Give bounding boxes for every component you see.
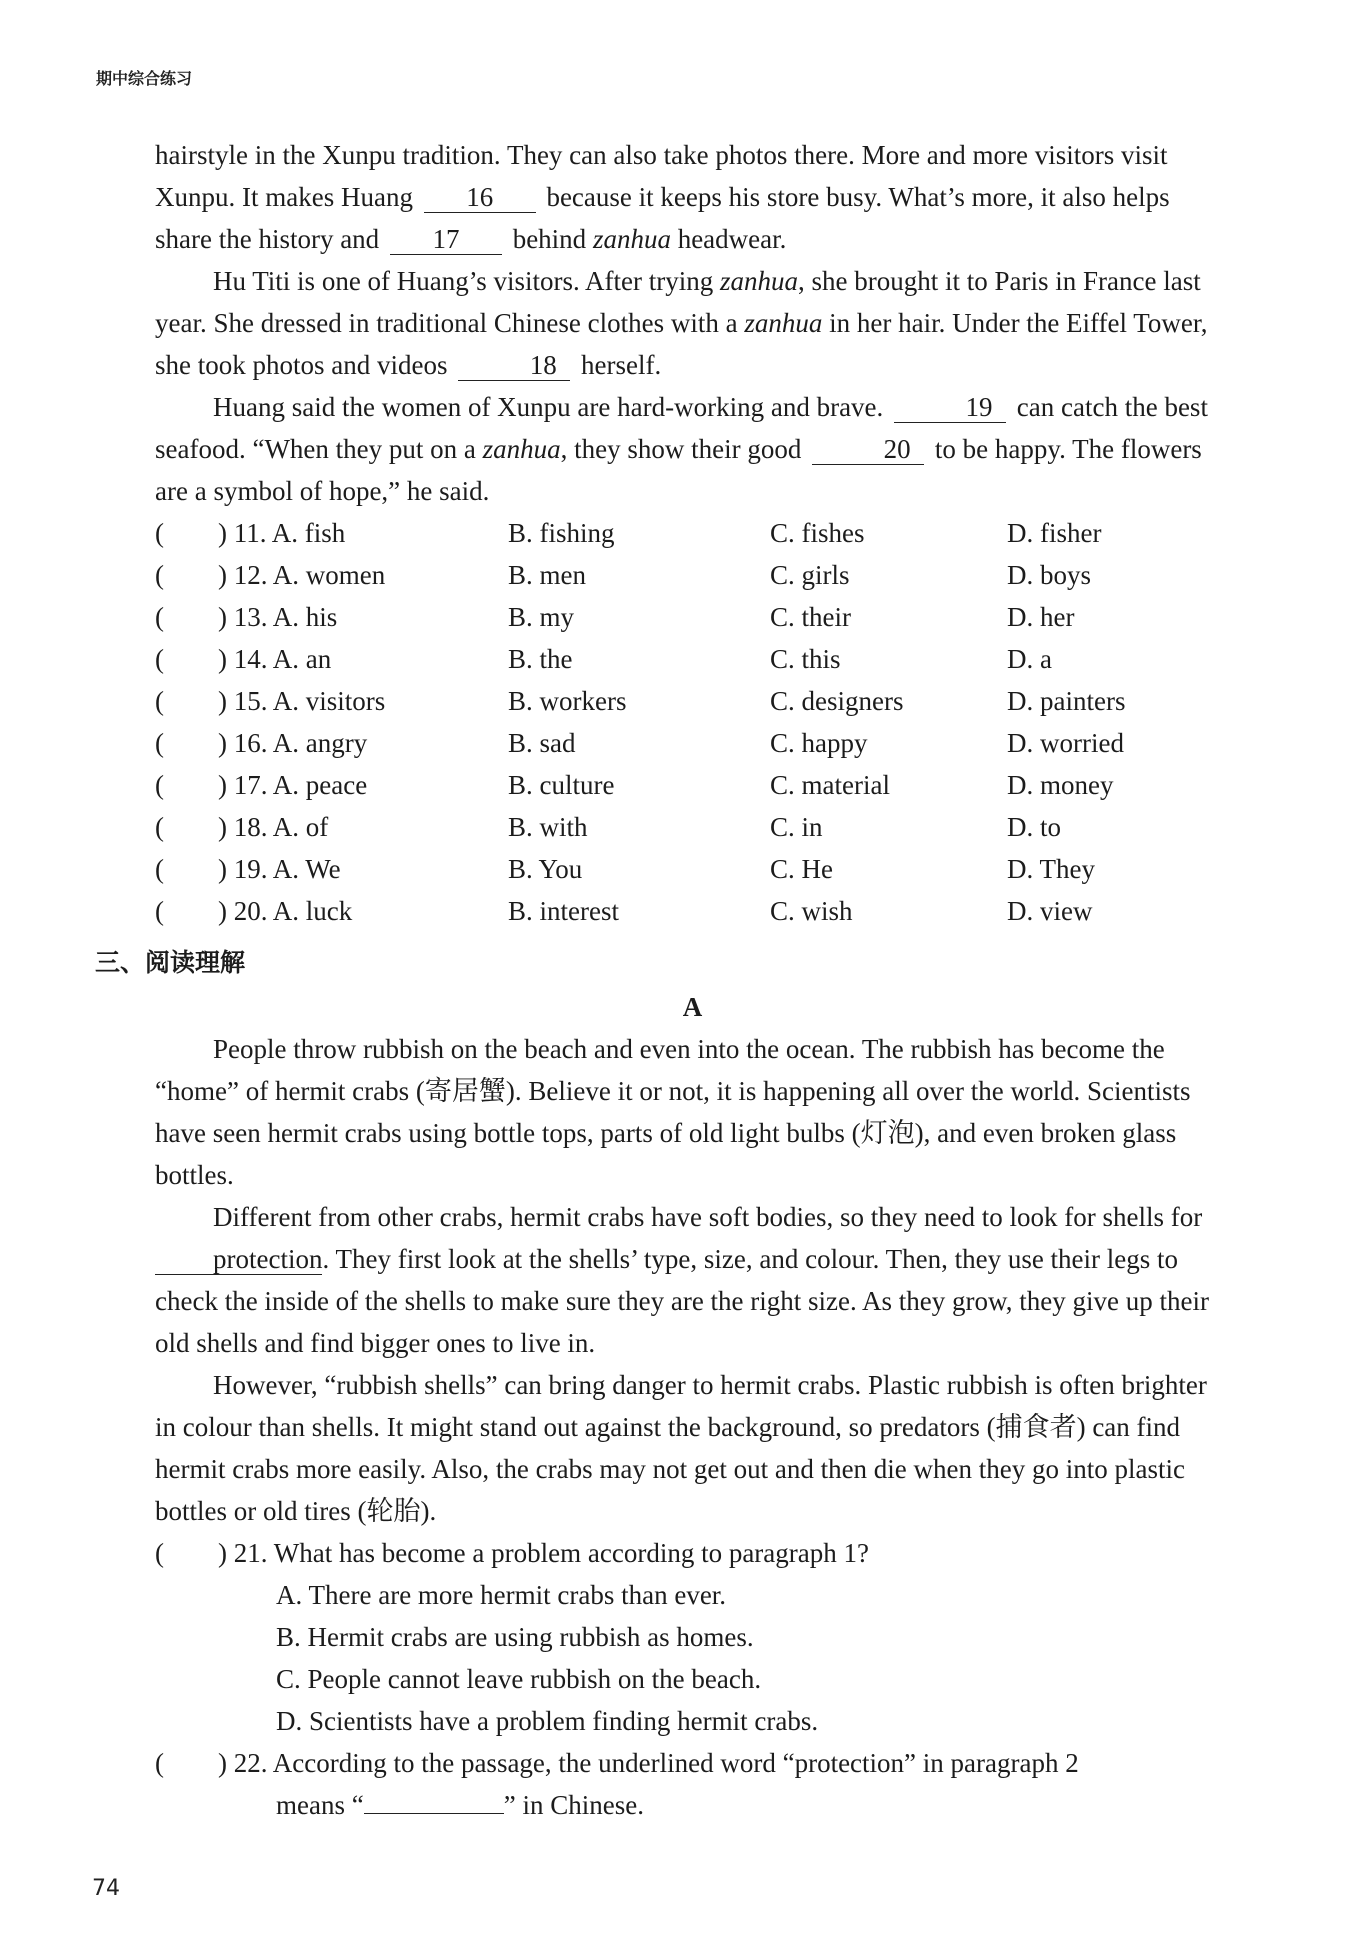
answer-paren[interactable]: ( [155, 728, 164, 758]
passage-label: A [682, 992, 703, 1022]
answer-paren[interactable]: ( [155, 896, 164, 926]
option-d: D. boys [1007, 560, 1092, 590]
option-row-18 [155, 806, 1230, 848]
option-d: D. to [1007, 812, 1061, 842]
option-a: ) 13. A. his [218, 602, 338, 632]
question-text: ) 22. According to the passage, the underlined word “protection” in paragraph 2 [218, 1748, 1079, 1778]
option-b: B. my [508, 602, 575, 632]
answer-paren[interactable]: ( [155, 1538, 164, 1568]
option-row-16 [155, 722, 1230, 764]
reading-paragraph-3: However, “rubbish shells” can bring danger to hermit crabs. Plastic rubbish is often brighter in colour than shells. It might stand out against the background, so predators (捕食者) can find hermit crabs more easily. Also, the crabs may not get out and then die when they go into plastic bottles or old tires (轮胎). [155, 1370, 1207, 1526]
option-c: C. designers [770, 686, 904, 716]
question-21 [155, 1532, 1230, 1742]
option-c: C. their [770, 602, 851, 632]
option-c: C. wish [770, 896, 853, 926]
option-a: ) 14. A. an [218, 644, 332, 674]
answer-paren[interactable]: ( [155, 686, 164, 716]
choice-c: C. People cannot leave rubbish on the beach. [276, 1664, 762, 1694]
option-a: ) 17. A. peace [218, 770, 368, 800]
option-row-15 [155, 680, 1230, 722]
reading-paragraph-1: People throw rubbish on the beach and even into the ocean. The rubbish has become the “home” of hermit crabs (寄居蟹). Believe it or not, it is happening all over the world. Scientists have seen hermit crabs using bottle tops, parts of old light bulbs (灯泡), and even broken glass bottles. [155, 1034, 1191, 1190]
underlined-word: protection [155, 1244, 322, 1275]
option-b: B. with [508, 812, 588, 842]
option-b: B. workers [508, 686, 627, 716]
option-row-11 [155, 512, 1230, 554]
choice-a: A. There are more hermit crabs than ever. [276, 1580, 727, 1610]
option-d: D. painters [1007, 686, 1126, 716]
option-b: B. You [508, 854, 583, 884]
answer-paren[interactable]: ( [155, 812, 164, 842]
option-b: B. men [508, 560, 586, 590]
running-header: 期中综合练习 [96, 69, 193, 88]
option-row-20 [155, 890, 1230, 932]
option-row-14 [155, 638, 1230, 680]
blank-20: 20 [812, 434, 924, 465]
option-d: D. fisher [1007, 518, 1102, 548]
option-d: D. her [1007, 602, 1075, 632]
option-a: ) 16. A. angry [218, 728, 368, 758]
option-row-17 [155, 764, 1230, 806]
option-d: D. view [1007, 896, 1093, 926]
blank-18: 18 [458, 350, 570, 381]
blank-19: 19 [894, 392, 1006, 423]
answer-paren[interactable]: ( [155, 644, 164, 674]
option-c: C. fishes [770, 518, 865, 548]
answer-paren[interactable]: ( [155, 560, 164, 590]
answer-paren[interactable]: ( [155, 602, 164, 632]
option-c: C. material [770, 770, 890, 800]
question-22-line2: means “ ” in Chinese. [276, 1790, 644, 1820]
page-number: 74 [92, 1876, 120, 1901]
page-body [95, 134, 1230, 1826]
answer-paren[interactable]: ( [155, 518, 164, 548]
cloze-paragraph-2: Hu Titi is one of Huang’s visitors. After trying zanhua, she brought it to Paris in France last year. She dressed in traditional Chinese clothes with a zanhua in her hair. Under the Eiffel Tower, she took photos and videos 18 herself. [155, 266, 1208, 380]
answer-paren[interactable]: ( [155, 854, 164, 884]
option-c: C. happy [770, 728, 868, 758]
option-d: D. a [1007, 644, 1052, 674]
choice-d: D. Scientists have a problem finding hermit crabs. [276, 1706, 819, 1736]
option-b: B. fishing [508, 518, 615, 548]
option-d: D. worried [1007, 728, 1124, 758]
cloze-paragraph-1: hairstyle in the Xunpu tradition. They can also take photos there. More and more visitors visit Xunpu. It makes Huang 16 because it keeps his store busy. What’s more, it also helps share the history and 17 behind zanhua headwear. [155, 140, 1170, 254]
blank-17: 17 [390, 224, 502, 255]
option-c: C. in [770, 812, 823, 842]
option-b: B. sad [508, 728, 576, 758]
option-a: ) 15. A. visitors [218, 686, 386, 716]
question-22 [155, 1742, 1230, 1826]
option-a: ) 19. A. We [218, 854, 341, 884]
option-b: B. the [508, 644, 573, 674]
option-c: C. girls [770, 560, 850, 590]
blank-16: 16 [424, 182, 536, 213]
option-row-19 [155, 848, 1230, 890]
options-list [155, 512, 1230, 932]
option-c: C. He [770, 854, 833, 884]
cloze-paragraph-3: Huang said the women of Xunpu are hard-working and brave. 19 can catch the best seafood. “When they put on a zanhua, they show their good 20 to be happy. The flowers are a symbol of hope,” he said. [155, 392, 1208, 506]
option-d: D. money [1007, 770, 1114, 800]
option-b: B. culture [508, 770, 615, 800]
option-a: ) 12. A. women [218, 560, 386, 590]
choice-b: B. Hermit crabs are using rubbish as homes. [276, 1622, 754, 1652]
option-row-13 [155, 596, 1230, 638]
option-b: B. interest [508, 896, 619, 926]
option-a: ) 18. A. of [218, 812, 329, 842]
option-d: D. They [1007, 854, 1095, 884]
answer-paren[interactable]: ( [155, 770, 164, 800]
option-row-12 [155, 554, 1230, 596]
answer-paren[interactable]: ( [155, 1748, 164, 1778]
option-c: C. this [770, 644, 841, 674]
section-title: 三、阅读理解 [95, 948, 246, 977]
option-a: ) 11. A. fish [218, 518, 346, 548]
answer-blank[interactable] [364, 1813, 504, 1814]
reading-paragraph-2: Different from other crabs, hermit crabs have soft bodies, so they need to look for shells for protection. They first look at the shells’ type, size, and colour. Then, they use their legs to check the inside of the shells to make sure they are the right size. As they grow, they give up their old shells and find bigger ones to live in. [155, 1202, 1209, 1358]
option-a: ) 20. A. luck [218, 896, 353, 926]
question-text: ) 21. What has become a problem according to paragraph 1? [218, 1538, 869, 1568]
